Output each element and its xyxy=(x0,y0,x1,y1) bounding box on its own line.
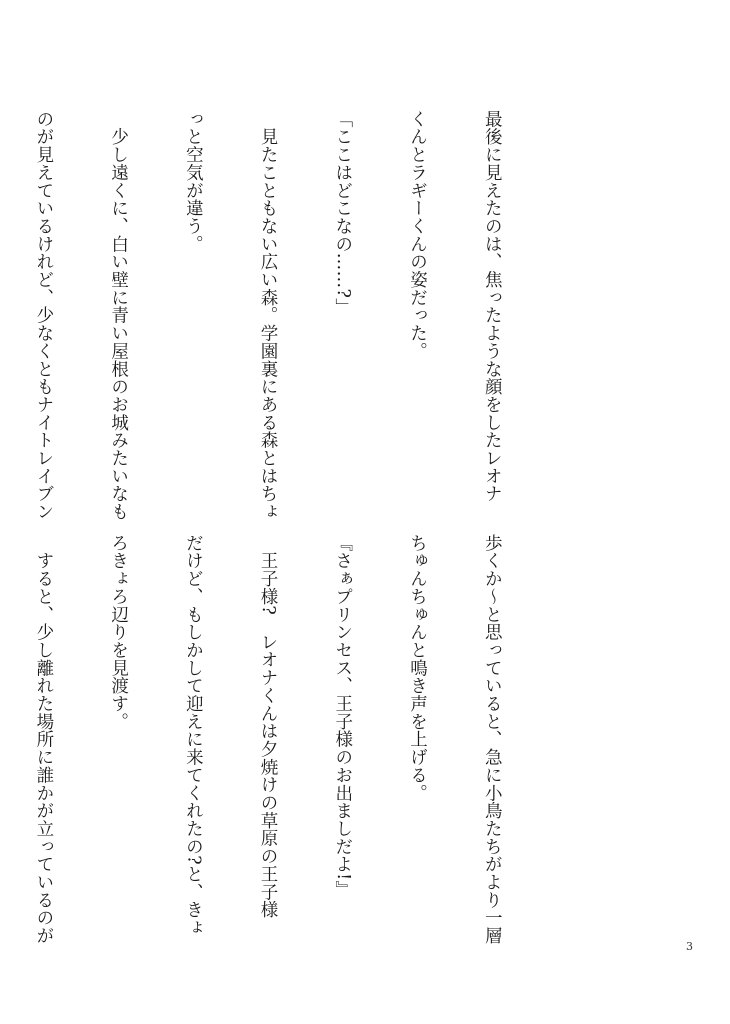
text-line: だけど、もしかして迎えに来てくれたの?と、きょ xyxy=(183,534,204,937)
text-line: 歩くか〜と思っていると、急に小鳥たちがより一層 xyxy=(482,534,503,945)
text-line: ろきょろ辺りを見渡す。 xyxy=(108,534,129,731)
text-line: 「ここはどこなの……?」 xyxy=(332,110,353,317)
text-line: ちゅんちゅんと鳴き声を上げる。 xyxy=(407,534,428,802)
text-line: のが見えているけれど、少なくともナイトレイブン xyxy=(33,110,54,521)
text-line: っと空気が違う。 xyxy=(183,110,204,253)
text-line: 最後に見えたのは、焦ったような顔をしたレオナ xyxy=(482,110,503,503)
bottom-text-block xyxy=(0,534,554,944)
text-line: 王子様? レオナくんは夕焼けの草原の王子様 xyxy=(258,534,279,919)
text-line: くんとラギーくんの姿だった。 xyxy=(407,110,428,360)
text-line: すると、少し離れた場所に誰かが立っているのが xyxy=(33,534,54,945)
text-line: 少し遠くに、白い壁に青い屋根のお城みたいなも xyxy=(108,110,129,521)
text-line: 見たこともない広い森。学園裏にある森とはちょ xyxy=(258,110,279,521)
page-number: 3 xyxy=(686,940,693,953)
top-text-block xyxy=(0,110,554,521)
text-line: 『さぁプリンセス、王子様のお出ましだよ!』 xyxy=(332,534,353,899)
